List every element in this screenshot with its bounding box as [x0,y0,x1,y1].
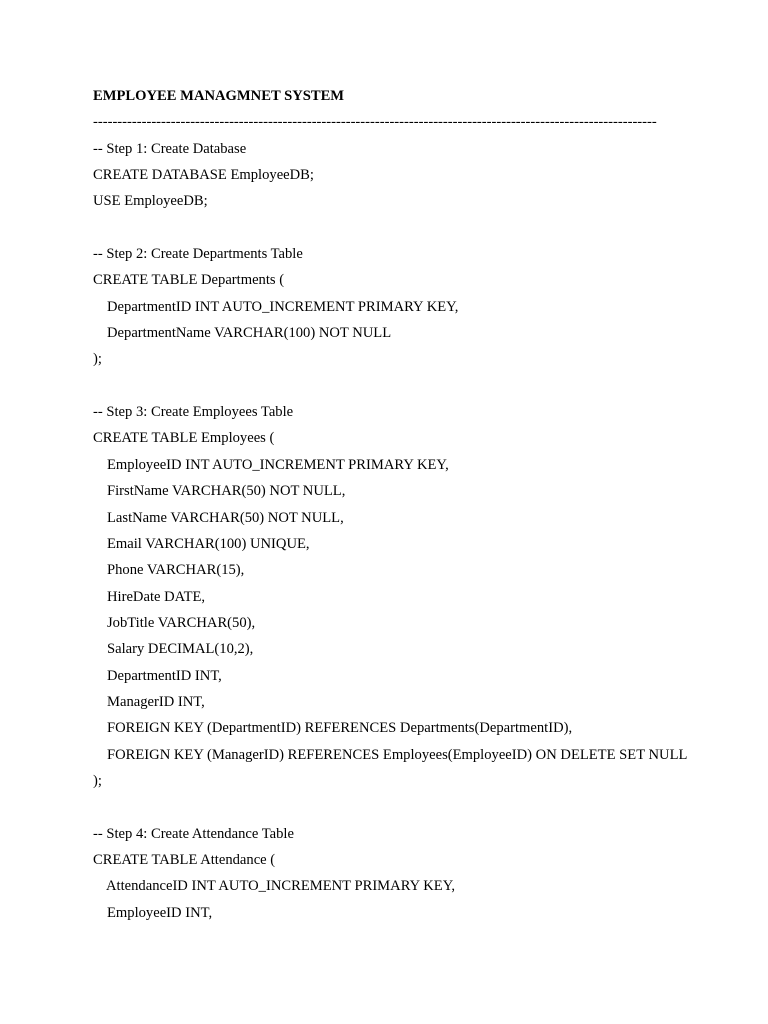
attendance-column: AttendanceID INT AUTO_INCREMENT PRIMARY KEY, [106,878,456,895]
create-departments-open: CREATE TABLE Departments ( [93,272,285,289]
create-departments-close: ); [93,351,102,368]
employees-column: DepartmentID INT, [107,667,222,684]
use-database-statement: USE EmployeeDB; [93,193,208,210]
employees-foreign-key: FOREIGN KEY (DepartmentID) REFERENCES Departments(DepartmentID), [107,720,573,737]
step3-comment: -- Step 3: Create Employees Table [93,404,294,421]
departments-column: DepartmentName VARCHAR(100) NOT NULL [107,325,392,342]
employees-column: Salary DECIMAL(10,2), [107,641,254,658]
blank-line [93,373,733,399]
employees-foreign-key: FOREIGN KEY (ManagerID) REFERENCES Employees(EmployeeID) ON DELETE SET NULL [107,746,688,763]
create-employees-open: CREATE TABLE Employees ( [93,430,275,447]
blank-line [93,794,733,820]
departments-column: DepartmentID INT AUTO_INCREMENT PRIMARY KEY, [107,298,459,315]
employees-column: HireDate DATE, [107,588,206,605]
blank-line [93,215,733,241]
document-page [93,83,733,926]
separator-rule: -------------------------------------------------------------------------------------------------------------------- [93,114,657,131]
employees-column: EmployeeID INT AUTO_INCREMENT PRIMARY KEY, [107,456,449,473]
employees-column: Phone VARCHAR(15), [107,562,245,579]
create-employees-close: ); [93,772,102,789]
employees-column: FirstName VARCHAR(50) NOT NULL, [107,483,346,500]
document-title: EMPLOYEE MANAGMNET SYSTEM [93,88,345,104]
attendance-column: EmployeeID INT, [107,904,213,921]
create-database-statement: CREATE DATABASE EmployeeDB; [93,167,314,184]
step2-comment: -- Step 2: Create Departments Table [93,246,303,263]
step4-comment: -- Step 4: Create Attendance Table [93,825,294,842]
employees-column: JobTitle VARCHAR(50), [107,614,256,631]
employees-column: Email VARCHAR(100) UNIQUE, [107,535,310,552]
step1-comment: -- Step 1: Create Database [93,140,247,157]
employees-column: ManagerID INT, [107,693,205,710]
create-attendance-open: CREATE TABLE Attendance ( [93,851,276,868]
employees-column: LastName VARCHAR(50) NOT NULL, [107,509,344,526]
